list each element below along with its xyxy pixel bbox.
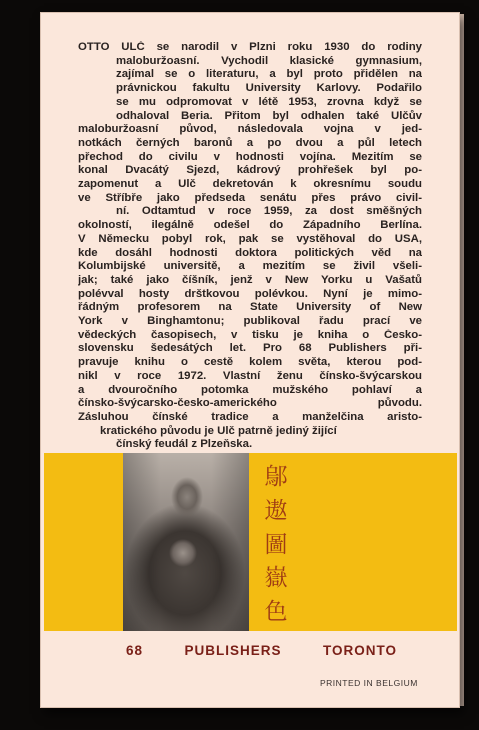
blurb-line: okolností, ilegálně odešel do Západního Berlína. [78, 219, 422, 232]
photo-shading [123, 453, 249, 631]
blurb-line: maloburžoasní původ, následovala vojna v jed- [78, 123, 422, 136]
publisher-city: TORONTO [322, 642, 397, 658]
publisher-name: PUBLISHERS [184, 642, 282, 658]
blurb-line: čínský feudál z Plzeňska. [116, 438, 253, 451]
blurb-line: OTTO ULČ se narodil v Plzni roku 1930 do rodiny [78, 41, 422, 53]
author-blurb [78, 41, 422, 452]
yellow-band [44, 453, 457, 631]
blurb-line: slovensku šedesátých let. Pro 68 Publishers při- [78, 342, 422, 355]
blurb-line: zapomenut a Ulč dekretován k okresnímu soudu [78, 178, 422, 191]
blurb-line: kratického původu je Ulč patrně jediný žijící [100, 424, 337, 437]
blurb-line: pravuje knihu o cestě kolem světa, kterou pod- [78, 356, 422, 369]
blurb-line: maloburžoasní. Vychodil klasické gymnasium, [116, 54, 422, 67]
publisher-imprint [44, 636, 457, 664]
blurb-line: řádným profesorem na State University of New [78, 301, 422, 314]
blurb-line: Kolumbijské universitě, a mezitím se živil všeli- [78, 260, 422, 273]
chinese-character: 鄔 [264, 464, 288, 490]
blurb-line: York v Binghamtonu; publikoval řadu prací ve [78, 315, 422, 328]
blurb-line: notkách černých baronů a po dvou a půl letech [78, 136, 422, 149]
blurb-line: ve Stříbře jako předseda senátu přes právo civil- [78, 191, 422, 204]
blurb-line: zajímal se o literaturu, a byl proto přidělen na [116, 68, 422, 81]
blurb-line: právnickou fakultu University Karlovy. Podařilo [116, 82, 422, 95]
chinese-character: 色 [264, 599, 288, 625]
blurb-line: Zásluhou čínské tradice a manželčina aristo- [78, 410, 422, 423]
blurb-line: konal Dvacátý Sjezd, kádrový prohřešek byl po- [78, 164, 422, 177]
chinese-character: 遨 [264, 497, 288, 524]
author-photo [123, 453, 249, 631]
blurb-line: a dvouročního potomka mužského pohlaví a [78, 383, 422, 396]
chinese-seal-characters [252, 458, 300, 626]
blurb-line: ní. Odtamtud v roce 1959, za dost směšných [116, 205, 422, 218]
blurb-line: nikl v roce 1972. Vlastní ženu čínsko-švýcarskou [78, 369, 422, 382]
publisher-number: 68 [126, 642, 144, 658]
chinese-character: 圖 [264, 531, 288, 558]
blurb-line: se mu odpromovat v létě 1953, zrovna když se [116, 95, 422, 108]
blurb-line: čínsko-švýcarsko-česko-amerického původu. [78, 397, 422, 410]
blurb-line: odhaloval Beria. Přitom byl odhalen také Ulčův [116, 109, 422, 122]
blurb-line: kde dosáhl hodnosti doktora politických věd na [78, 246, 422, 259]
blurb-line: přechod do civilu v hodnosti vojína. Mezitím se [78, 150, 422, 163]
blurb-line: V Německu pobyl rok, pak se vystěhoval do USA, [78, 232, 422, 245]
blurb-line: jak; také jako číšník, jenž v New Yorku u Vašatů [78, 273, 422, 286]
blurb-line: vědeckých časopisech, v tisku je kniha o Česko- [78, 328, 422, 341]
blurb-line: polévval hosty drštkovou polévkou. Nyní je mimo- [78, 287, 422, 300]
printed-in-note: PRINTED IN BELGIUM [320, 678, 418, 688]
chinese-character: 嶽 [264, 565, 288, 592]
